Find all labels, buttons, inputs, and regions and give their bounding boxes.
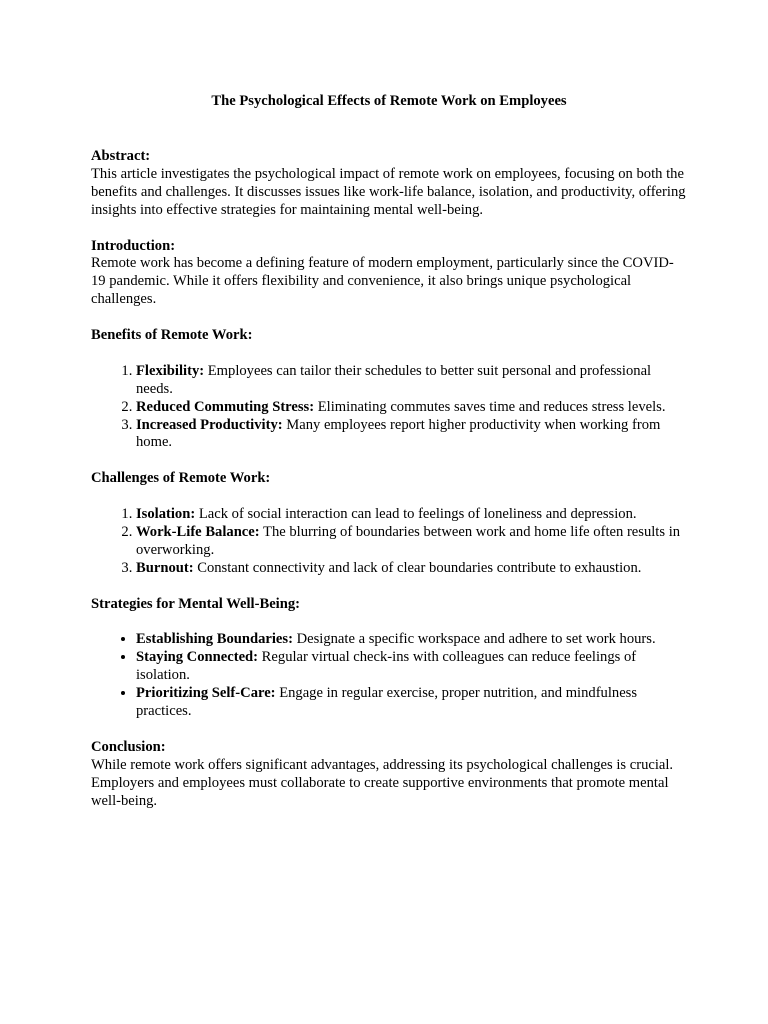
list-item-term: Isolation: [136,506,196,523]
spacer [91,220,687,238]
abstract-heading: Abstract: [91,148,151,164]
list-item [136,649,687,685]
strategies-heading: Strategies for Mental Well-Being: [91,595,301,612]
list-item-text: Employees can tailor their schedules to better suit personal and professional needs. [136,362,652,397]
list-item-text: Designate a specific workspace and adhere to set work hours. [292,631,656,648]
list-item [136,560,687,578]
challenges-list [91,506,687,578]
list-item-text: Eliminating commutes saves time and reduces stress levels. [314,398,666,415]
list-item [136,399,687,417]
benefits-list [91,363,687,453]
conclusion-heading: Conclusion: [91,738,166,755]
spacer [91,721,687,739]
list-item-text: Many employees report higher productivity when working from home. [136,416,661,451]
document-title: The Psychological Effects of Remote Work on Employees [211,93,567,109]
list-item-term: Reduced Commuting Stress: [136,398,315,415]
list-item-term: Prioritizing Self-Care: [136,685,276,702]
introduction-body: Remote work has become a defining feature of modern employment, particularly since the COVID-19 pandemic. While it offers flexibility and convenience, it also brings unique psychological challenges. [91,255,674,308]
list-item [136,417,687,453]
list-item [136,363,687,399]
introduction-heading: Introduction: [91,237,176,254]
list-item-text: Constant connectivity and lack of clear boundaries contribute to exhaustion. [193,559,642,576]
document-page [91,93,687,810]
spacer [91,345,687,363]
abstract-body: This article investigates the psychological impact of remote work on employees, focusing on both the benefits and challenges. It discusses issues like work-life balance, isolation, and productivity, offering insights into effective strategies for maintaining mental well-being. [91,165,686,218]
list-item-term: Staying Connected: [136,649,259,666]
list-item-term: Work-Life Balance: [136,523,260,540]
challenges-heading: Challenges of Remote Work: [91,470,271,487]
strategies-list [91,631,687,721]
list-item-text: Lack of social interaction can lead to feelings of loneliness and depression. [195,506,637,523]
list-item-text: The blurring of boundaries between work and home life often results in overworking. [136,523,681,558]
list-item-term: Establishing Boundaries: [136,631,293,648]
spacer [91,488,687,506]
list-item-text: Engage in regular exercise, proper nutrition, and mindfulness practices. [136,685,638,719]
spacer [91,111,687,148]
list-item [136,506,687,524]
benefits-heading: Benefits of Remote Work: [91,327,253,344]
list-item [136,685,687,721]
list-item-term: Burnout: [136,559,194,576]
spacer [91,452,687,470]
conclusion-body: While remote work offers significant advantages, addressing its psychological challenges is crucial. Employers and employees must collaborate to create supportive environments that promote mental well-being. [91,756,674,809]
spacer [91,613,687,631]
list-item [136,631,687,649]
list-item-term: Increased Productivity: [136,416,283,433]
list-item-text: Regular virtual check-ins with colleagues can reduce feelings of isolation. [136,649,637,684]
list-item [136,524,687,560]
spacer [91,578,687,596]
list-item-term: Flexibility: [136,362,205,379]
spacer [91,309,687,327]
